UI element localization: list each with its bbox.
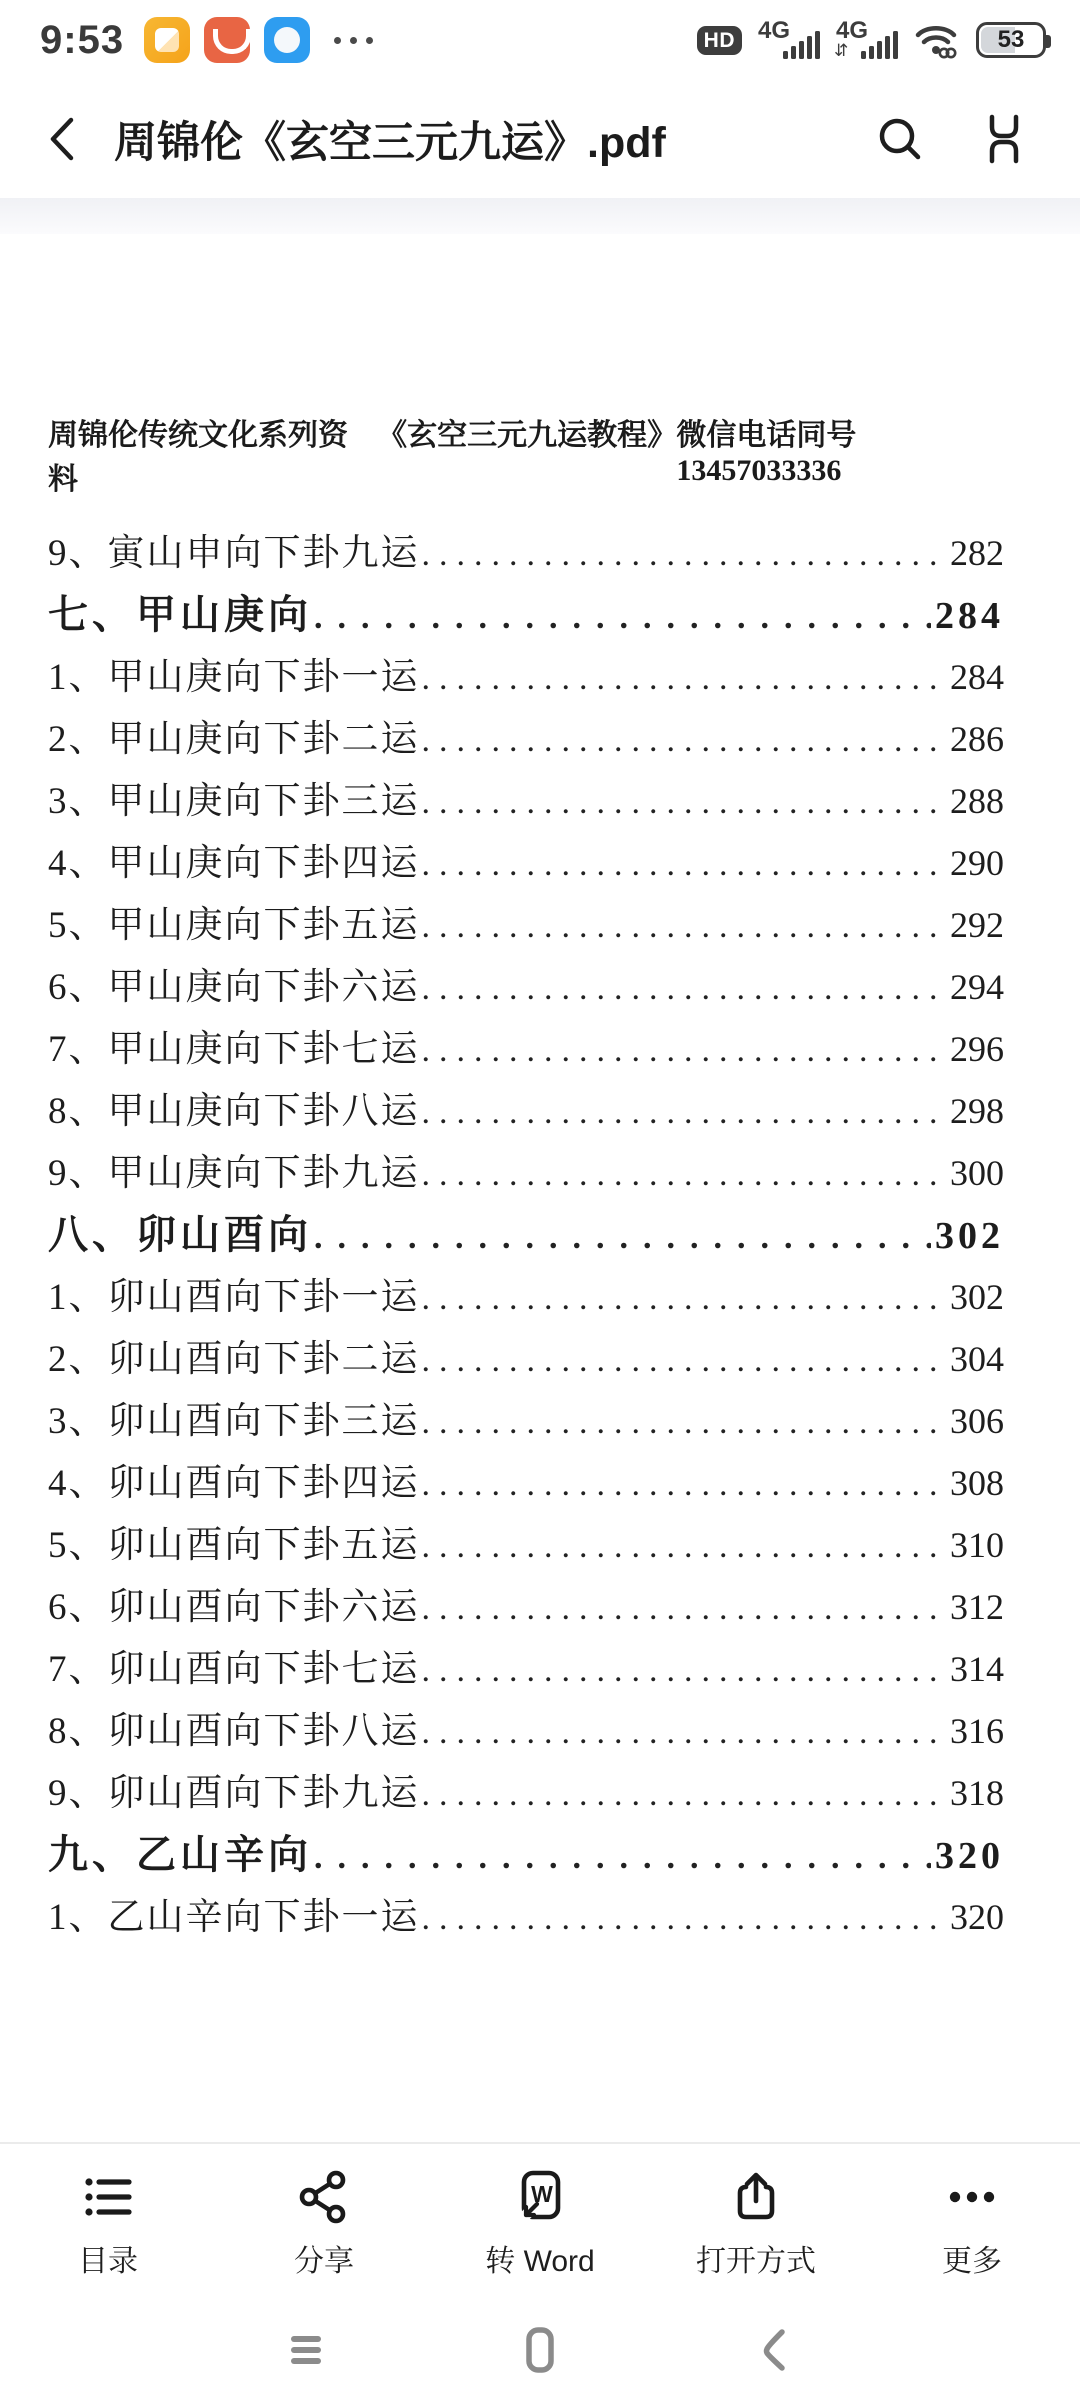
toc-dot-leader xyxy=(422,1453,947,1516)
toc-entry-label: 7、甲山庚向下卦七运 xyxy=(48,1029,420,1070)
toc-entry-label: 9、甲山庚向下卦九运 xyxy=(48,1153,420,1194)
clock: 9:53 xyxy=(40,17,125,62)
more-button[interactable] xyxy=(864,2144,1080,2300)
status-bar-left xyxy=(40,17,373,63)
toc-dot-leader xyxy=(422,1019,947,1082)
toc-dot-leader xyxy=(422,523,947,586)
toc-dot-leader xyxy=(422,895,947,958)
status-bar-right xyxy=(697,17,1046,63)
toc-entry xyxy=(0,1080,1080,1142)
toc-dot-leader xyxy=(422,1143,947,1206)
toc-entry-page-number: 302 xyxy=(935,1215,1004,1257)
toc-dot-leader xyxy=(422,1763,947,1826)
more-icon xyxy=(945,2170,999,2224)
toc-entry-label: 6、甲山庚向下卦六运 xyxy=(48,967,420,1008)
wifi-icon xyxy=(914,19,960,61)
toc-dot-leader xyxy=(422,1391,947,1454)
toc-entry xyxy=(0,1328,1080,1390)
toc-entry-page-number: 318 xyxy=(950,1773,1004,1813)
toc-entry-label: 7、卯山酉向下卦七运 xyxy=(48,1649,420,1690)
toc-entry-page-number: 292 xyxy=(950,905,1004,945)
toc-entry-label: 2、甲山庚向下卦二运 xyxy=(48,719,420,760)
toc-entry xyxy=(0,708,1080,770)
convert-to-word-label: 转 Word xyxy=(485,2245,595,2278)
toc-dot-leader xyxy=(422,1329,947,1392)
bottom-toolbar xyxy=(0,2142,1080,2300)
toc-dot-leader xyxy=(314,584,931,649)
share-icon xyxy=(297,2170,351,2224)
toc-entry-page-number: 308 xyxy=(950,1463,1004,1503)
toc-entry-page-number: 316 xyxy=(950,1711,1004,1751)
toc-entry-page-number: 286 xyxy=(950,719,1004,759)
toc-dot-leader xyxy=(422,709,947,772)
toc-entry-label: 5、卯山酉向下卦五运 xyxy=(48,1525,420,1566)
toc-entry xyxy=(0,1142,1080,1204)
toc-dot-leader xyxy=(422,647,947,710)
convert-to-word-button[interactable] xyxy=(432,2144,648,2300)
toc-entry xyxy=(0,1700,1080,1762)
open-with-label: 打开方式 xyxy=(696,2245,816,2278)
document-title: 周锦伦《玄空三元九运》.pdf xyxy=(114,118,666,167)
toc-dot-leader xyxy=(422,833,947,896)
toc-entry xyxy=(0,1266,1080,1328)
recent-apps-icon[interactable] xyxy=(282,2326,330,2374)
toc-entry xyxy=(0,832,1080,894)
toc-entry-label: 4、甲山庚向下卦四运 xyxy=(48,843,420,884)
toc-dot-leader xyxy=(422,957,947,1020)
toc-entry-page-number: 312 xyxy=(950,1587,1004,1627)
toc-dot-leader xyxy=(314,1204,931,1269)
toc-dot-leader xyxy=(422,1701,947,1764)
toc-entry-page-number: 290 xyxy=(950,843,1004,883)
toc-entry xyxy=(0,1018,1080,1080)
share-button-label: 分享 xyxy=(294,2245,354,2278)
page-top-shadow xyxy=(0,198,1080,234)
toc-entry xyxy=(0,770,1080,832)
toc-entry-page-number: 306 xyxy=(950,1401,1004,1441)
toc-entry xyxy=(0,1576,1080,1638)
toc-entry xyxy=(0,1886,1080,1948)
toc-entry xyxy=(0,1390,1080,1452)
toc-entry xyxy=(0,894,1080,956)
toc-entry-page-number: 320 xyxy=(950,1897,1004,1937)
toc-entry xyxy=(0,1824,1080,1886)
toc-entry-label: 9、寅山申向下卦九运 xyxy=(48,533,420,574)
hd-voice-icon: HD xyxy=(697,26,742,55)
toc-dot-leader xyxy=(422,1081,947,1144)
toc-entry-page-number: 304 xyxy=(950,1339,1004,1379)
toc-entry xyxy=(0,646,1080,708)
share-button[interactable] xyxy=(216,2144,432,2300)
document-running-header xyxy=(0,410,1080,498)
toc-dot-leader xyxy=(422,1639,947,1702)
gallery-notification-icon xyxy=(144,17,190,63)
nav-back-icon[interactable] xyxy=(750,2326,798,2374)
toc-entry xyxy=(0,584,1080,646)
toc-entry-label: 九、乙山辛向 xyxy=(48,1832,312,1877)
battery-percent: 53 xyxy=(997,26,1025,53)
toc-list xyxy=(0,522,1080,1948)
more-notifications-icon xyxy=(334,37,373,44)
toc-entry-label: 1、乙山辛向下卦一运 xyxy=(48,1897,420,1938)
toc-entry-label: 8、甲山庚向下卦八运 xyxy=(48,1091,420,1132)
toc-entry-page-number: 300 xyxy=(950,1153,1004,1193)
toc-entry-page-number: 284 xyxy=(935,595,1004,637)
toc-entry-label: 4、卯山酉向下卦四运 xyxy=(48,1463,420,1504)
toc-entry-page-number: 288 xyxy=(950,781,1004,821)
toc-entry-page-number: 296 xyxy=(950,1029,1004,1069)
word-icon-letter: W xyxy=(531,2181,553,2207)
toc-entry-label: 七、甲山庚向 xyxy=(48,592,312,637)
toc-button[interactable] xyxy=(0,2144,216,2300)
toc-entry xyxy=(0,1204,1080,1266)
word-convert-icon xyxy=(513,2170,567,2224)
toc-entry-label: 八、卯山酉向 xyxy=(48,1212,312,1257)
open-with-button[interactable] xyxy=(648,2144,864,2300)
battery-icon xyxy=(976,22,1046,58)
signal-sim2-icon: 4G ⇵ xyxy=(836,17,898,63)
toc-entry-label: 3、卯山酉向下卦三运 xyxy=(48,1401,420,1442)
toc-entry xyxy=(0,956,1080,1018)
toc-entry-label: 6、卯山酉向下卦六运 xyxy=(48,1587,420,1628)
toc-dot-leader xyxy=(422,1577,947,1640)
toc-entry-page-number: 294 xyxy=(950,967,1004,1007)
toc-dot-leader xyxy=(422,1887,947,1950)
more-button-label: 更多 xyxy=(942,2245,1002,2278)
search-icon[interactable] xyxy=(872,111,928,167)
pdf-page-content xyxy=(0,410,1080,1948)
toc-entry xyxy=(0,1452,1080,1514)
status-bar xyxy=(0,0,1080,80)
doc-header-right: 微信电话同号 13457033336 xyxy=(676,419,857,487)
messenger-notification-icon xyxy=(264,17,310,63)
appstore-notification-icon xyxy=(204,17,250,63)
toc-button-label: 目录 xyxy=(78,2245,138,2278)
toc-entry-page-number: 298 xyxy=(950,1091,1004,1131)
doc-header-left: 周锦伦传统文化系列资料 xyxy=(48,419,348,496)
toc-entry-label: 5、甲山庚向下卦五运 xyxy=(48,905,420,946)
multi-window-icon[interactable] xyxy=(976,111,1032,167)
pdf-viewer-page[interactable] xyxy=(0,198,1080,2142)
toc-list-icon xyxy=(81,2170,135,2224)
home-icon[interactable] xyxy=(516,2326,564,2374)
open-with-icon xyxy=(729,2170,783,2224)
back-icon[interactable] xyxy=(40,113,84,165)
toc-entry-page-number: 284 xyxy=(950,657,1004,697)
system-navigation-bar xyxy=(0,2300,1080,2400)
toc-dot-leader xyxy=(314,1824,931,1889)
toc-entry xyxy=(0,1638,1080,1700)
toc-entry-page-number: 282 xyxy=(950,533,1004,573)
signal-sim1-icon: 4G xyxy=(758,17,820,63)
toc-entry-label: 2、卯山酉向下卦二运 xyxy=(48,1339,420,1380)
toc-entry-page-number: 310 xyxy=(950,1525,1004,1565)
toc-entry xyxy=(0,1762,1080,1824)
toc-entry-page-number: 320 xyxy=(935,1835,1004,1877)
toc-entry-label: 8、卯山酉向下卦八运 xyxy=(48,1711,420,1752)
toc-entry xyxy=(0,1514,1080,1576)
toc-entry-label: 1、甲山庚向下卦一运 xyxy=(48,657,420,698)
toc-entry xyxy=(0,522,1080,584)
toc-entry-label: 9、卯山酉向下卦九运 xyxy=(48,1773,420,1814)
toc-dot-leader xyxy=(422,1515,947,1578)
app-header xyxy=(0,80,1080,198)
toc-entry-page-number: 314 xyxy=(950,1649,1004,1689)
toc-entry-label: 3、甲山庚向下卦三运 xyxy=(48,781,420,822)
toc-entry-label: 1、卯山酉向下卦一运 xyxy=(48,1277,420,1318)
toc-dot-leader xyxy=(422,771,947,834)
doc-header-center: 《玄空三元九运教程》 xyxy=(377,419,678,452)
toc-dot-leader xyxy=(422,1267,947,1330)
toc-entry-page-number: 302 xyxy=(950,1277,1004,1317)
